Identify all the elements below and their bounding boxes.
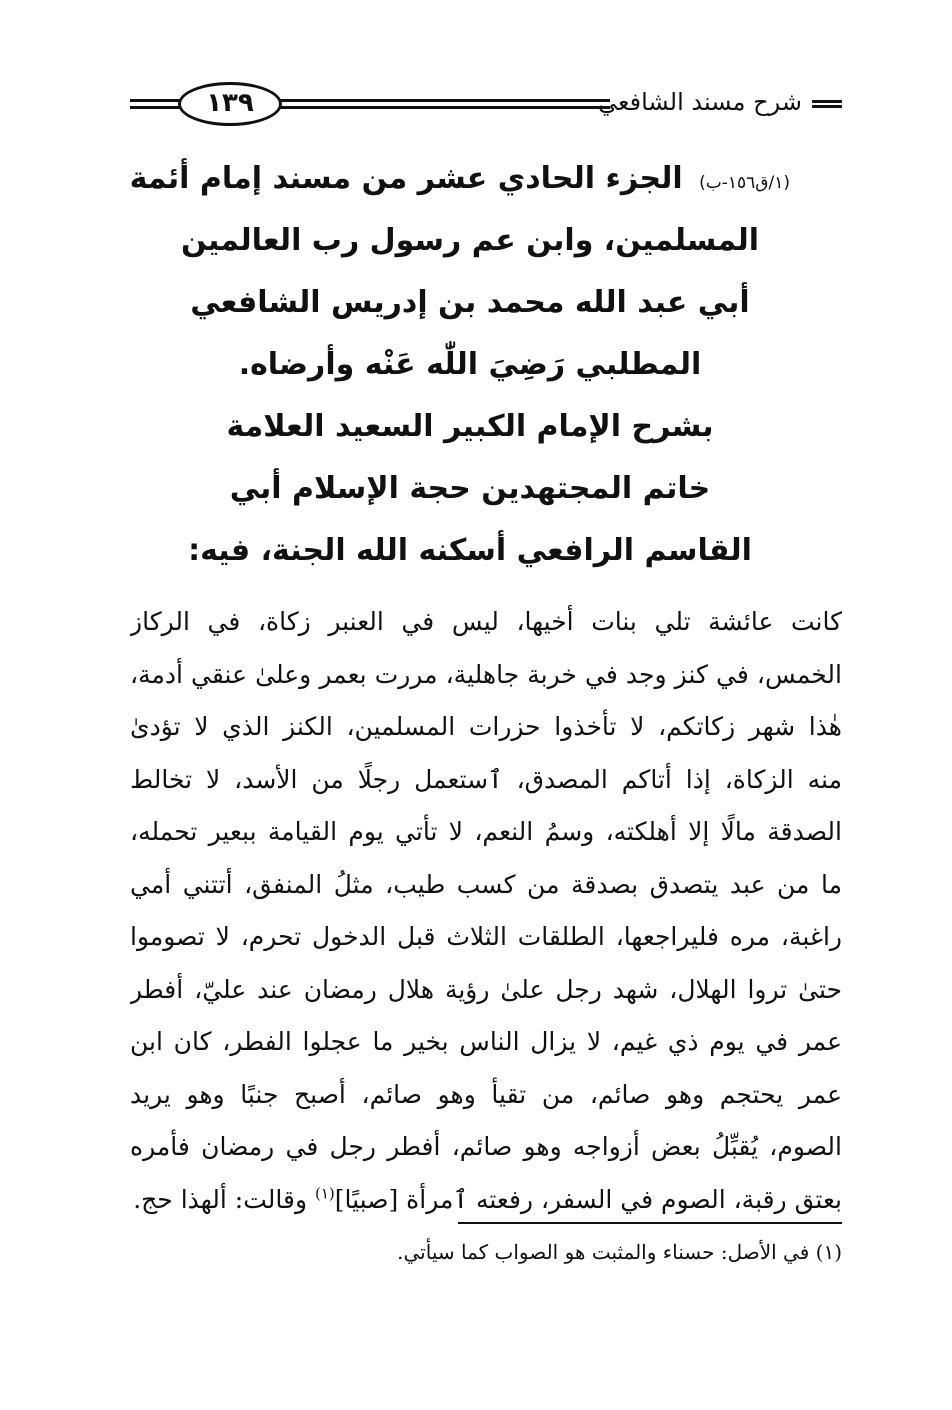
header-ornament-dash [812,100,842,108]
body-line [130,1174,842,1227]
part-title-line: بشرح الإمام الكبير السعيد العلامة [226,409,714,444]
body-line: راغبة، مره فليراجعها، الطلقات الثلاث قبل الدخول تحرم، لا تصوموا [130,922,842,951]
part-title-line: خاتم المجتهدين حجة الإسلام أبي [229,471,711,506]
manuscript-reference: (١/ق١٥٦-ب) [699,173,790,193]
body-line-text: وقالت: ألهذا حج. [133,1184,315,1214]
part-title-line: المطلبي رَضِيَ اللّٰه عَنْه وأرضاه. [238,347,702,382]
footnote-reference: (١) [314,1184,335,1203]
body-line: منه الزكاة، إذا أتاكم المصدق، ٱستعمل رجلًا من الأسد، لا تخالط [130,764,842,794]
body-line: حتىٰ تروا الهلال، شهد رجل علىٰ رؤية هلال رمضان عند عليّ، أفطر [130,974,842,1004]
part-title-line: أبي عبد الله محمد بن إدريس الشافعي [190,285,750,320]
footnote: (١) في الأصل: حسناء والمثبت هو الصواب كما سيأتي. [397,1240,842,1264]
body-line: الخمس، في كنز وجد في خربة جاهلية، مررت بعمر وعلىٰ عنقي أدمة، [130,659,842,689]
body-line: ما من عبد يتصدق بصدقة من كسب طيب، مثلُ المنفق، أتتني أمي [130,869,842,899]
body-text [130,596,842,1226]
page-number: ١٣٩ [178,82,282,126]
body-line: عمر في يوم ذي غيم، لا يزال الناس بخير ما عجلوا الفطر، كان ابن [130,1027,842,1056]
part-title-line [129,148,790,210]
running-header [130,70,842,134]
body-line: الصوم، يُقبِّلُ بعض أزواجه وهو صائم، أفطر رجل في رمضان فأمره [130,1132,842,1161]
body-line: هٰذا شهر زكاتكم، لا تأخذوا حزرات المسلمين، الكنز الذي لا تؤدىٰ [130,712,842,741]
footnote-separator [458,1222,842,1224]
footnotes [142,1232,842,1272]
body-line: عمر يحتجم وهو صائم، من تقيأ وهو صائم، أصبح جنبًا وهو يريد [130,1079,842,1109]
body-line-text: بعتق رقبة، الصوم في السفر، رفعته ٱمرأة [صبيًا] [334,1184,842,1214]
body-line: كانت عائشة تلي بنات أخيها، ليس في العنبر زكاة، في الركاز [130,607,842,636]
part-title-line-text: الجزء الحادي عشر من مسند إمام أئمة [129,161,683,196]
part-title [129,148,790,582]
part-title-line: المسلمين، وابن عم رسول رب العالمين [180,223,759,258]
header-rule [280,99,610,109]
body-line: الصدقة مالًا إلا أهلكته، وسمُ النعم، لا تأتي يوم القيامة ببعير تحمله، [130,817,842,846]
part-title-line: القاسم الرافعي أسكنه الله الجنة، فيه: [188,533,752,568]
book-title: شرح مسند الشافعي [598,88,802,116]
